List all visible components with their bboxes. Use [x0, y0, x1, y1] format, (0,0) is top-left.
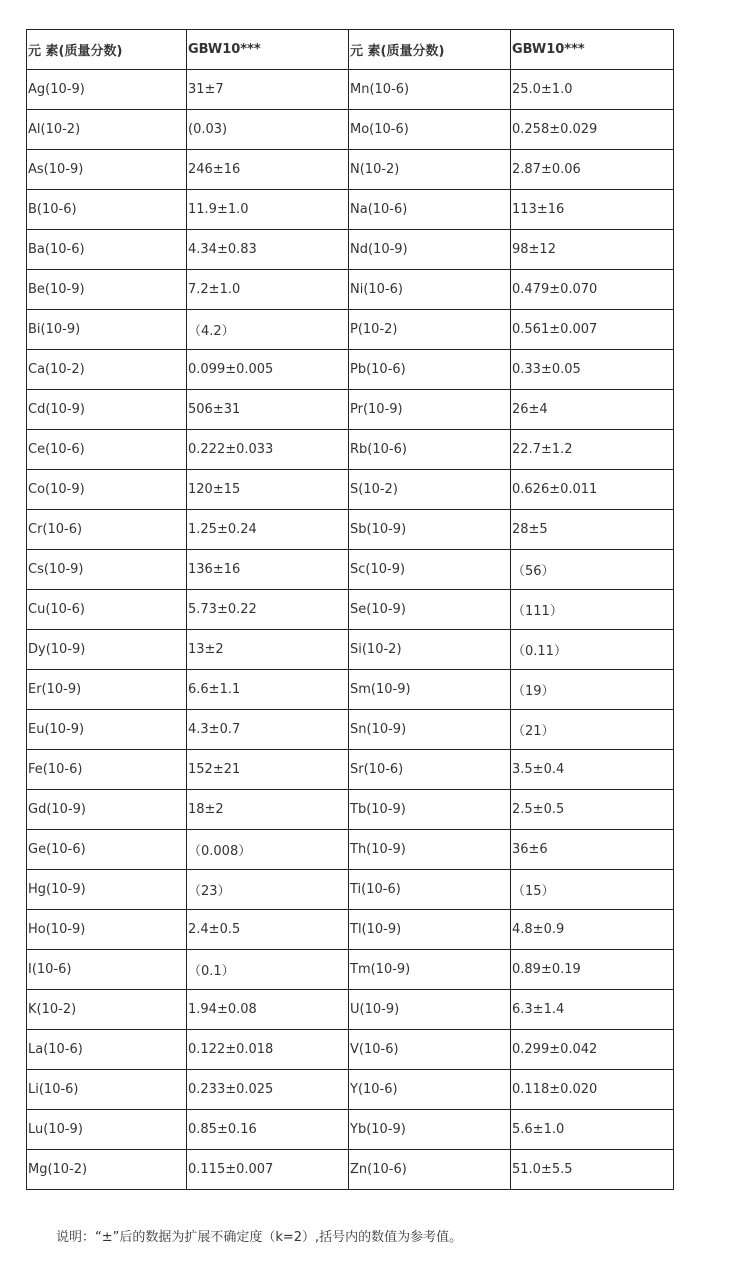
table-row: [27, 630, 674, 670]
element-cell: Fe(10-6): [27, 750, 187, 790]
value-cell: （4.2）: [187, 310, 349, 350]
value-cell: 0.258±0.029: [511, 110, 674, 150]
value-cell: 246±16: [187, 150, 349, 190]
table-row: [27, 910, 674, 950]
value-cell: 4.3±0.7: [187, 710, 349, 750]
value-cell: 0.626±0.011: [511, 470, 674, 510]
element-cell: Ni(10-6): [349, 270, 511, 310]
table-row: [27, 1150, 674, 1190]
table-row: [27, 150, 674, 190]
value-cell: 4.34±0.83: [187, 230, 349, 270]
value-cell: 120±15: [187, 470, 349, 510]
value-cell: 13±2: [187, 630, 349, 670]
value-cell: 5.6±1.0: [511, 1110, 674, 1150]
table-row: [27, 830, 674, 870]
value-cell: 0.115±0.007: [187, 1150, 349, 1190]
element-cell: Tb(10-9): [349, 790, 511, 830]
value-cell: 0.33±0.05: [511, 350, 674, 390]
element-cell: Er(10-9): [27, 670, 187, 710]
element-cell: Pb(10-6): [349, 350, 511, 390]
element-cell: Li(10-6): [27, 1070, 187, 1110]
table-row: [27, 710, 674, 750]
table-row: [27, 950, 674, 990]
value-cell: 0.561±0.007: [511, 310, 674, 350]
table-row: [27, 310, 674, 350]
table-row: [27, 390, 674, 430]
value-cell: 36±6: [511, 830, 674, 870]
element-cell: N(10-2): [349, 150, 511, 190]
table-row: [27, 550, 674, 590]
value-cell: 113±16: [511, 190, 674, 230]
element-cell: Hg(10-9): [27, 870, 187, 910]
value-cell: 4.8±0.9: [511, 910, 674, 950]
element-cell: Ce(10-6): [27, 430, 187, 470]
element-table-container: [26, 29, 673, 1190]
element-cell: B(10-6): [27, 190, 187, 230]
value-cell: 31±7: [187, 70, 349, 110]
value-cell: （56）: [511, 550, 674, 590]
table-row: [27, 990, 674, 1030]
element-cell: Se(10-9): [349, 590, 511, 630]
table-header-row: [27, 30, 674, 70]
element-cell: Sb(10-9): [349, 510, 511, 550]
value-cell: （0.008）: [187, 830, 349, 870]
element-cell: Mn(10-6): [349, 70, 511, 110]
element-cell: Tl(10-9): [349, 910, 511, 950]
value-cell: 1.94±0.08: [187, 990, 349, 1030]
element-cell: As(10-9): [27, 150, 187, 190]
value-cell: 2.5±0.5: [511, 790, 674, 830]
value-cell: 506±31: [187, 390, 349, 430]
element-cell: Si(10-2): [349, 630, 511, 670]
element-cell: Tm(10-9): [349, 950, 511, 990]
element-cell: Sr(10-6): [349, 750, 511, 790]
element-cell: Lu(10-9): [27, 1110, 187, 1150]
value-cell: 1.25±0.24: [187, 510, 349, 550]
value-cell: （21）: [511, 710, 674, 750]
value-cell: 18±2: [187, 790, 349, 830]
element-cell: Co(10-9): [27, 470, 187, 510]
element-cell: Sm(10-9): [349, 670, 511, 710]
element-cell: Mo(10-6): [349, 110, 511, 150]
element-cell: Ho(10-9): [27, 910, 187, 950]
value-cell: 0.233±0.025: [187, 1070, 349, 1110]
table-row: [27, 750, 674, 790]
table-row: [27, 430, 674, 470]
value-cell: 5.73±0.22: [187, 590, 349, 630]
table-row: [27, 1110, 674, 1150]
element-cell: Al(10-2): [27, 110, 187, 150]
element-cell: Gd(10-9): [27, 790, 187, 830]
table-row: [27, 790, 674, 830]
table-row: [27, 110, 674, 150]
element-cell: Rb(10-6): [349, 430, 511, 470]
value-cell: （0.11）: [511, 630, 674, 670]
table-row: [27, 670, 674, 710]
value-cell: （23）: [187, 870, 349, 910]
table-row: [27, 350, 674, 390]
value-cell: 0.479±0.070: [511, 270, 674, 310]
value-cell: (0.03): [187, 110, 349, 150]
element-cell: La(10-6): [27, 1030, 187, 1070]
element-cell: P(10-2): [349, 310, 511, 350]
element-cell: Th(10-9): [349, 830, 511, 870]
element-cell: Sn(10-9): [349, 710, 511, 750]
table-row: [27, 1070, 674, 1110]
element-cell: Dy(10-9): [27, 630, 187, 670]
element-cell: Ge(10-6): [27, 830, 187, 870]
value-cell: 26±4: [511, 390, 674, 430]
value-cell: 152±21: [187, 750, 349, 790]
value-cell: 6.3±1.4: [511, 990, 674, 1030]
value-cell: 3.5±0.4: [511, 750, 674, 790]
element-cell: Cd(10-9): [27, 390, 187, 430]
element-cell: Bi(10-9): [27, 310, 187, 350]
value-cell: 25.0±1.0: [511, 70, 674, 110]
element-table: [26, 29, 674, 1190]
value-cell: （15）: [511, 870, 674, 910]
table-row: [27, 70, 674, 110]
value-cell: 0.85±0.16: [187, 1110, 349, 1150]
table-row: [27, 470, 674, 510]
value-cell: 7.2±1.0: [187, 270, 349, 310]
header-value-col-1: GBW10***: [187, 30, 349, 70]
element-cell: Ba(10-6): [27, 230, 187, 270]
element-cell: Cr(10-6): [27, 510, 187, 550]
element-cell: K(10-2): [27, 990, 187, 1030]
element-cell: S(10-2): [349, 470, 511, 510]
table-row: [27, 590, 674, 630]
element-cell: Sc(10-9): [349, 550, 511, 590]
value-cell: 2.4±0.5: [187, 910, 349, 950]
table-row: [27, 230, 674, 270]
element-cell: V(10-6): [349, 1030, 511, 1070]
element-cell: Ag(10-9): [27, 70, 187, 110]
header-value-col-2: GBW10***: [511, 30, 674, 70]
value-cell: （19）: [511, 670, 674, 710]
value-cell: 0.222±0.033: [187, 430, 349, 470]
element-cell: Yb(10-9): [349, 1110, 511, 1150]
value-cell: 0.118±0.020: [511, 1070, 674, 1110]
element-cell: Cu(10-6): [27, 590, 187, 630]
element-cell: Mg(10-2): [27, 1150, 187, 1190]
element-cell: Pr(10-9): [349, 390, 511, 430]
element-cell: Y(10-6): [349, 1070, 511, 1110]
value-cell: 0.099±0.005: [187, 350, 349, 390]
value-cell: 22.7±1.2: [511, 430, 674, 470]
value-cell: 0.299±0.042: [511, 1030, 674, 1070]
table-row: [27, 190, 674, 230]
element-cell: Be(10-9): [27, 270, 187, 310]
table-row: [27, 270, 674, 310]
element-cell: I(10-6): [27, 950, 187, 990]
header-element-col-2: 元 素(质量分数): [349, 30, 511, 70]
value-cell: 2.87±0.06: [511, 150, 674, 190]
footnote: 说明：“±”后的数据为扩展不确定度（k=2）,括号内的数值为参考值。: [56, 1230, 463, 1245]
header-element-col-1: 元 素(质量分数): [27, 30, 187, 70]
value-cell: 136±16: [187, 550, 349, 590]
value-cell: 98±12: [511, 230, 674, 270]
table-row: [27, 870, 674, 910]
element-cell: Ca(10-2): [27, 350, 187, 390]
value-cell: 0.122±0.018: [187, 1030, 349, 1070]
value-cell: （0.1）: [187, 950, 349, 990]
value-cell: 6.6±1.1: [187, 670, 349, 710]
value-cell: 0.89±0.19: [511, 950, 674, 990]
element-cell: U(10-9): [349, 990, 511, 1030]
table-body: [27, 70, 674, 1190]
table-row: [27, 1030, 674, 1070]
element-cell: Nd(10-9): [349, 230, 511, 270]
element-cell: Ti(10-6): [349, 870, 511, 910]
element-cell: Cs(10-9): [27, 550, 187, 590]
table-row: [27, 510, 674, 550]
element-cell: Na(10-6): [349, 190, 511, 230]
value-cell: 28±5: [511, 510, 674, 550]
element-cell: Eu(10-9): [27, 710, 187, 750]
value-cell: 11.9±1.0: [187, 190, 349, 230]
element-cell: Zn(10-6): [349, 1150, 511, 1190]
value-cell: 51.0±5.5: [511, 1150, 674, 1190]
value-cell: （111）: [511, 590, 674, 630]
